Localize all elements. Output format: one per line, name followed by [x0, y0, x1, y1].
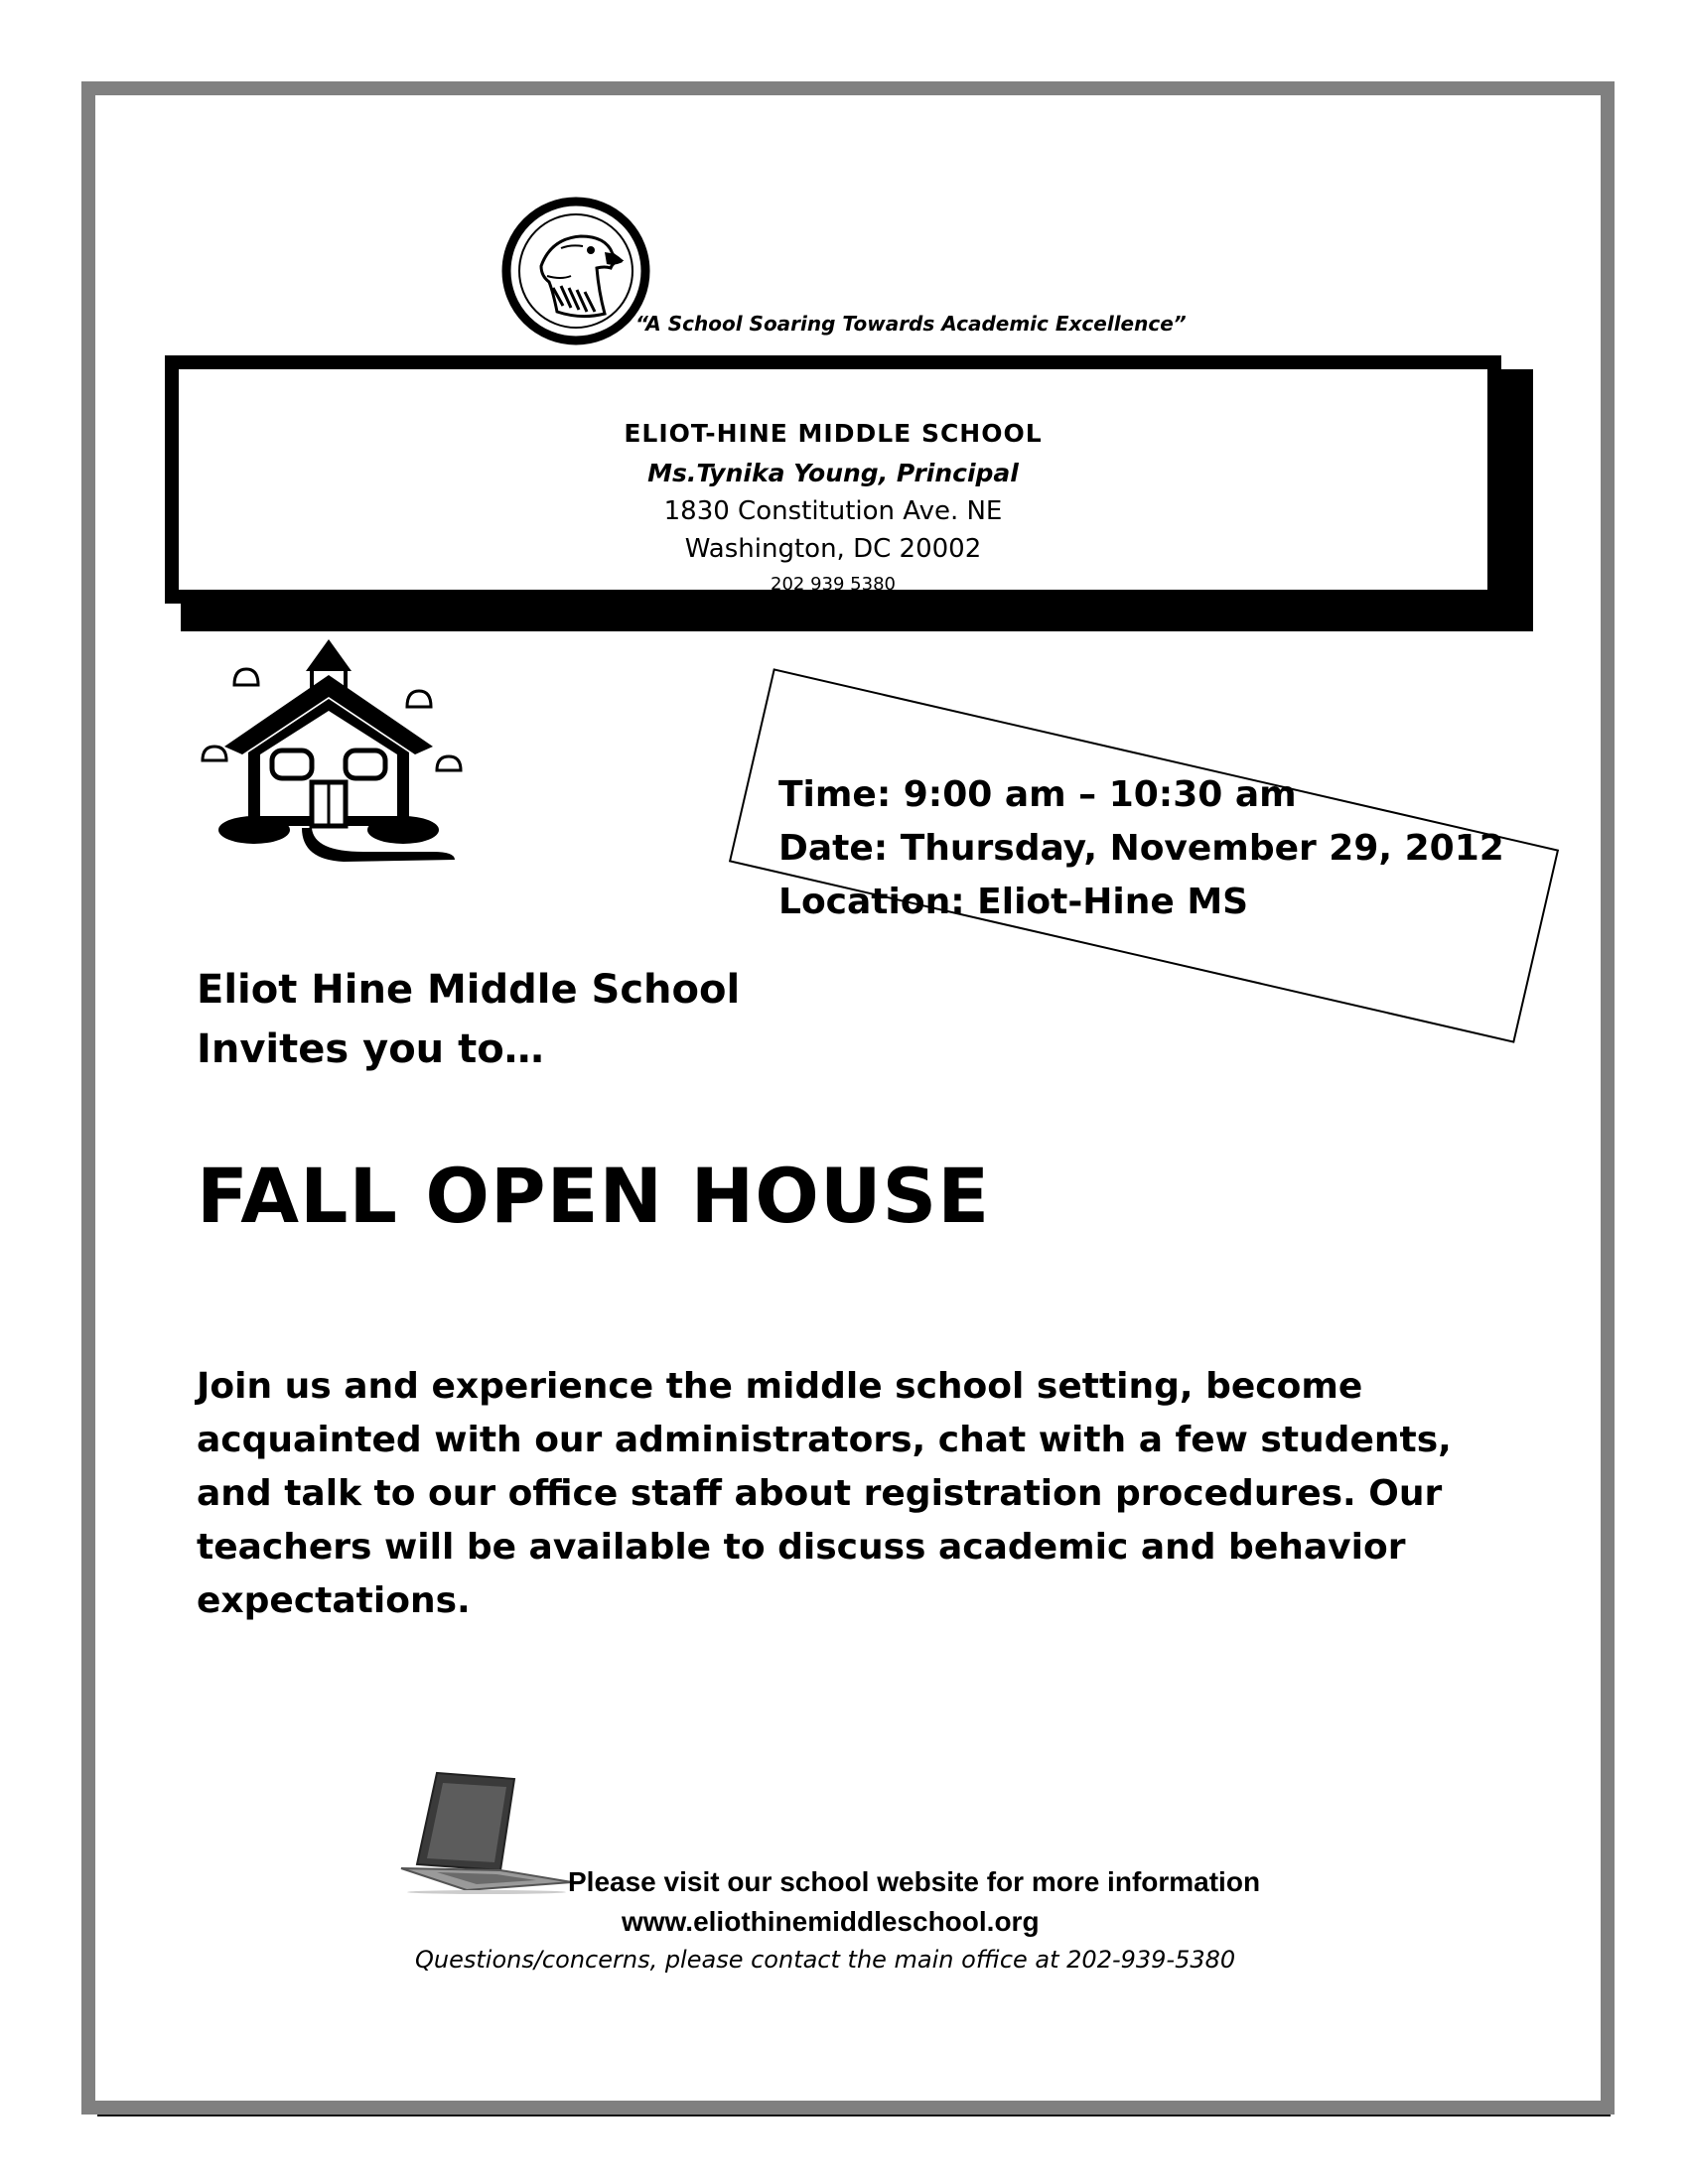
- website-link[interactable]: www.eliothinemiddleschool.org: [622, 1906, 1040, 1937]
- school-motto: “A School Soaring Towards Academic Excellence”: [635, 312, 1187, 336]
- invitation-line-2: Invites you to…: [197, 1026, 544, 1072]
- invitation-line-1: Eliot Hine Middle School: [197, 967, 741, 1013]
- address-line-2: Washington, DC 20002: [684, 534, 982, 564]
- schoolhouse-icon: [195, 631, 463, 866]
- event-title: FALL OPEN HOUSE: [197, 1152, 991, 1240]
- event-time: Time: 9:00 am – 10:30 am: [778, 774, 1297, 815]
- address-line-1: 1830 Constitution Ave. NE: [663, 496, 1003, 526]
- visit-website-text: Please visit our school website for more information: [568, 1866, 1261, 1897]
- contact-text: Questions/concerns, please contact the main office at 202-939-5380: [415, 1946, 1236, 1974]
- principal-name: Ms.Tynika Young, Principal: [647, 459, 1019, 487]
- event-date: Date: Thursday, November 29, 2012: [778, 828, 1504, 869]
- laptop-icon: [397, 1765, 576, 1894]
- school-header-box: [165, 355, 1501, 604]
- eagle-logo-icon: [501, 197, 650, 345]
- school-name: ELIOT-HINE MIDDLE SCHOOL: [624, 419, 1043, 448]
- event-location: Location: Eliot-Hine MS: [778, 882, 1249, 922]
- school-phone: 202 939 5380: [771, 574, 896, 595]
- event-description: Join us and experience the middle school setting, become acquainted with our administrators, chat with a few students, and talk to our office staff about registration procedures. Our teachers will be available to discuss academic and behavior expectations.: [197, 1366, 1452, 1621]
